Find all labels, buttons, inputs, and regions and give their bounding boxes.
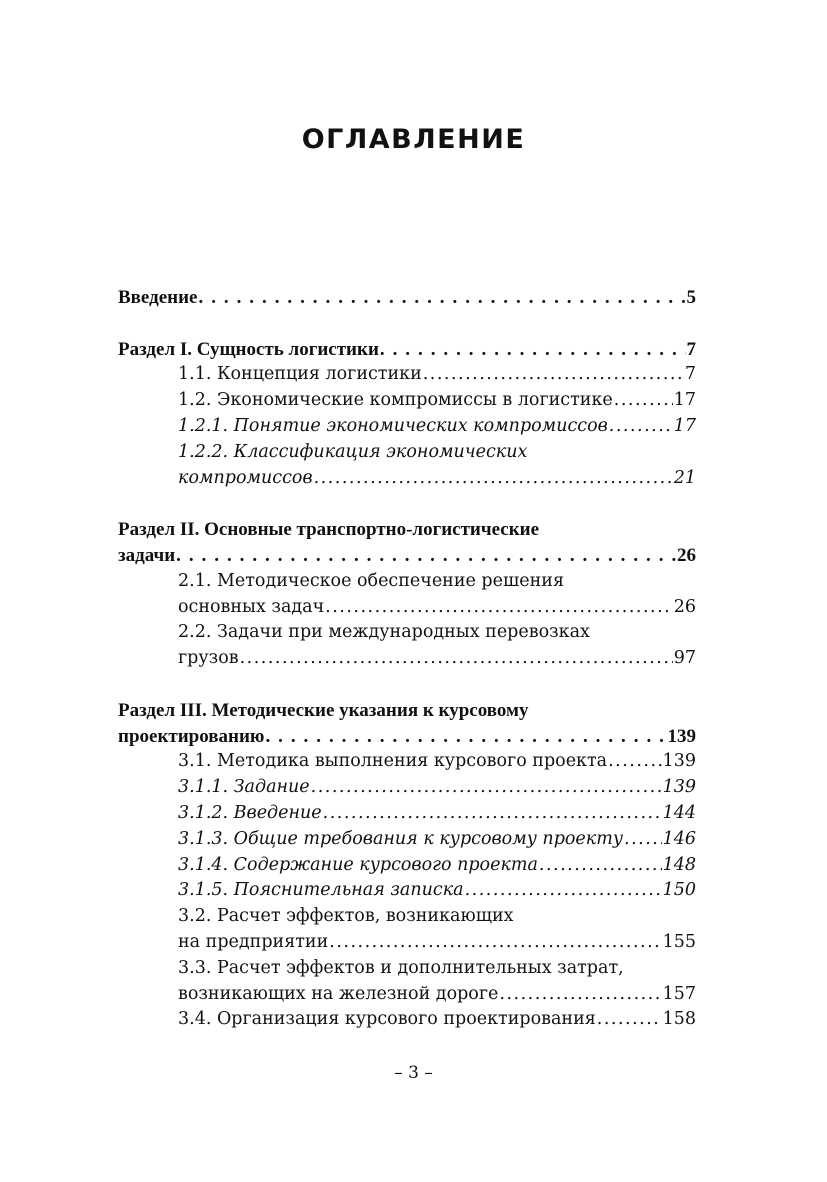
toc-entry-label: 3.1.2. Введение: [178, 802, 322, 823]
toc-entry-label: 3.1.1. Задание: [178, 777, 310, 798]
toc-entry-page: 97: [673, 648, 696, 669]
toc-entry-label: задачи: [118, 544, 176, 566]
toc-entry-3-3[interactable]: [118, 958, 696, 984]
toc-entry-1-2[interactable]: [118, 390, 696, 416]
toc-entry-3-1-2[interactable]: [118, 803, 696, 829]
toc-entry-page: 21: [673, 467, 696, 488]
toc-entry-3-1-5[interactable]: [118, 880, 696, 906]
table-of-contents: [118, 287, 696, 1035]
toc-entry-section-3-cont[interactable]: [118, 726, 696, 752]
dot-leader: [609, 416, 673, 436]
toc-entry-label: 1.2.2. Классификация экономических: [178, 441, 528, 462]
toc-entry-label: 3.1. Методика выполнения курсового проекта: [178, 751, 608, 772]
toc-entry-page: 17: [673, 390, 696, 411]
toc-entry-page: 146: [662, 828, 696, 849]
toc-entry-intro[interactable]: [118, 287, 696, 313]
dot-leader: [323, 803, 662, 823]
toc-entry-page: 148: [662, 854, 696, 875]
toc-entry-3-2[interactable]: [118, 906, 696, 932]
dot-leader: [597, 1009, 662, 1029]
toc-entry-2-2[interactable]: [118, 622, 696, 648]
toc-entry-1-1[interactable]: [118, 364, 696, 390]
dot-leader: [539, 855, 662, 875]
toc-entry-1-2-2-cont[interactable]: [118, 468, 696, 494]
dot-leader: [311, 777, 662, 797]
toc-entry-label: проектированию: [118, 725, 265, 747]
toc-entry-page: 26: [673, 596, 696, 617]
toc-entry-3-4[interactable]: [118, 1009, 696, 1035]
toc-entry-page: 150: [662, 880, 696, 901]
dot-leader: [265, 726, 666, 748]
toc-entry-label: Раздел III. Методические указания к курсовому: [118, 699, 529, 721]
dot-leader: [199, 287, 686, 309]
toc-entry-label: 2.1. Методическое обеспечение решения: [178, 570, 564, 591]
toc-entry-label: 3.1.5. Пояснительная записка: [178, 880, 464, 901]
dot-leader: [624, 829, 662, 849]
page-number: – 3 –: [394, 1063, 433, 1083]
toc-entry-page: 158: [662, 1009, 696, 1030]
toc-entry-label: на предприятии: [178, 931, 329, 952]
page-title: ОГЛАВЛЕНИЕ: [301, 124, 526, 155]
dot-leader: [499, 984, 661, 1004]
toc-entry-1-2-1[interactable]: [118, 416, 696, 442]
toc-entry-section-1[interactable]: [118, 339, 696, 365]
toc-entry-label: Раздел I. Сущность логистики: [118, 338, 379, 360]
toc-entry-label: 2.2. Задачи при международных перевозках: [178, 622, 590, 643]
toc-entry-label: Введение: [118, 287, 198, 308]
toc-entry-3-3-cont[interactable]: [118, 984, 696, 1010]
dot-leader: [465, 880, 662, 900]
toc-entry-page: 26: [677, 544, 696, 566]
toc-entry-label: 3.1.4. Содержание курсового проекта: [178, 854, 538, 875]
toc-entry-label: грузов: [178, 648, 239, 669]
toc-entry-label: 1.1. Концепция логистики: [178, 364, 422, 385]
dot-leader: [608, 751, 661, 771]
toc-entry-1-2-2[interactable]: [118, 442, 696, 468]
toc-entry-page: 157: [662, 983, 696, 1004]
dot-leader: [423, 364, 684, 384]
toc-entry-label: 3.1.3. Общие требования к курсовому проекту: [178, 828, 623, 849]
toc-entry-label: 3.2. Расчет эффектов, возникающих: [178, 906, 514, 927]
toc-entry-label: 3.4. Организация курсового проектирования: [178, 1009, 596, 1030]
toc-entry-3-1[interactable]: [118, 751, 696, 777]
toc-entry-label: 3.3. Расчет эффектов и дополнительных затрат,: [178, 957, 624, 978]
toc-entry-section-2[interactable]: [118, 519, 696, 545]
dot-leader: [240, 648, 673, 668]
toc-entry-page: 139: [662, 751, 696, 772]
toc-entry-label: 1.2.1. Понятие экономических компромиссов: [178, 415, 608, 436]
toc-entry-page: 144: [662, 802, 696, 823]
toc-entry-label: компромиссов: [178, 467, 313, 488]
dot-leader: [314, 468, 673, 488]
dot-leader: [325, 597, 673, 617]
toc-entry-page: 7: [686, 338, 696, 360]
toc-entry-3-1-1[interactable]: [118, 777, 696, 803]
toc-entry-3-1-3[interactable]: [118, 829, 696, 855]
toc-entry-page: 17: [673, 415, 696, 436]
toc-entry-section-2-cont[interactable]: [118, 545, 696, 571]
toc-entry-label: основных задач: [178, 596, 325, 617]
toc-entry-3-1-4[interactable]: [118, 855, 696, 881]
toc-entry-2-1-cont[interactable]: [118, 597, 696, 623]
toc-entry-3-2-cont[interactable]: [118, 932, 696, 958]
toc-entry-page: 5: [686, 287, 696, 308]
dot-leader: [380, 339, 686, 361]
toc-entry-label: возникающих на железной дороге: [178, 983, 499, 1004]
dot-leader: [176, 545, 676, 567]
toc-entry-page: 155: [662, 931, 696, 952]
toc-entry-page: 7: [684, 364, 696, 385]
toc-entry-page: 139: [667, 725, 696, 747]
toc-entry-page: 139: [662, 777, 696, 798]
toc-entry-section-3[interactable]: [118, 700, 696, 726]
toc-entry-label: Раздел II. Основные транспортно-логистические: [118, 519, 540, 541]
toc-entry-label: 1.2. Экономические компромиссы в логистике: [178, 390, 613, 411]
dot-leader: [614, 390, 673, 410]
toc-entry-2-2-cont[interactable]: [118, 648, 696, 674]
toc-entry-2-1[interactable]: [118, 571, 696, 597]
dot-leader: [329, 932, 661, 952]
